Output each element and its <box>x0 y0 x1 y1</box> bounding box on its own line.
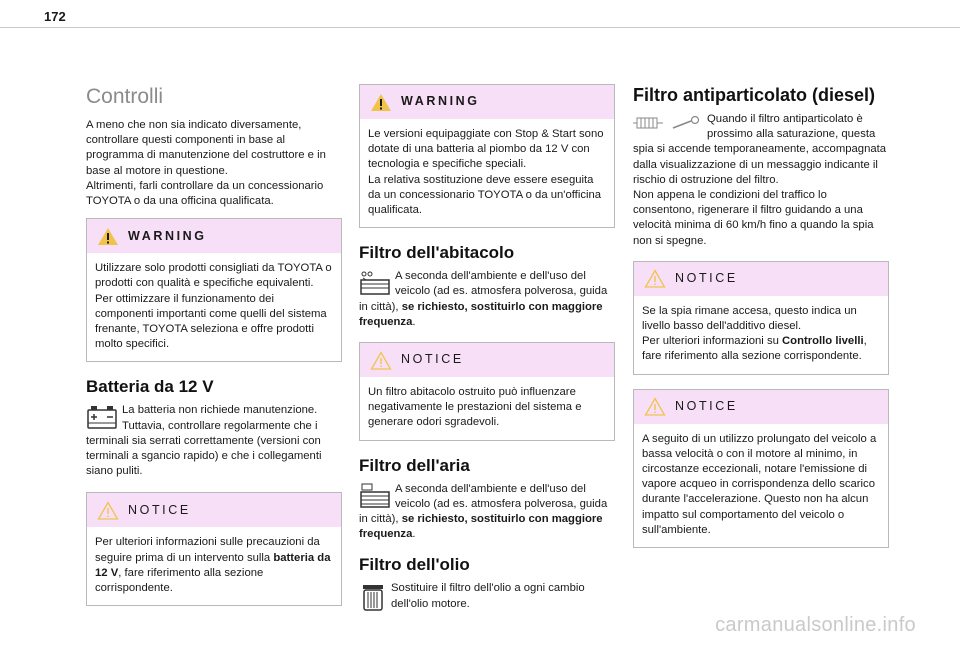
notice-triangle-icon <box>370 351 392 370</box>
notice-text-bold: batteria da 12 V <box>95 551 331 579</box>
header-divider <box>0 27 960 28</box>
oil-filter-text: Sostituire il filtro dell'olio a ogni cambio dell'olio motore. <box>391 582 585 610</box>
notice-header <box>360 343 614 377</box>
air-filter-text-bold: se richiesto, sostituirlo con maggiore frequenza <box>359 513 603 541</box>
page-title: Controlli <box>86 85 164 108</box>
indicator-icons <box>633 116 701 130</box>
warning-header <box>87 219 341 253</box>
warning-box <box>86 218 342 362</box>
notice-triangle-icon <box>644 269 666 288</box>
warning-triangle-icon <box>97 227 119 246</box>
cabin-filter-heading: Filtro dell'abitacolo <box>359 243 515 263</box>
additive-notice-box <box>633 261 889 375</box>
cabin-filter-text <box>359 270 607 328</box>
cabin-filter-text-bold: se richiesto, sostituirlo con maggiore frequenza <box>359 300 603 328</box>
column-2 <box>359 84 615 614</box>
particulate-filter-icon <box>633 116 663 130</box>
notice-text: Un filtro abitacolo ostruito può influenzare negativamente le prestazioni del sistema e generare odori sgradevoli. <box>368 386 582 429</box>
warning-triangle-icon <box>370 93 392 112</box>
cabin-notice-box <box>359 342 615 441</box>
cabin-filter-text-part: A seconda dell'ambiente e dell'uso del veicolo (ad es. atmosfera polverosa, guida in città), <box>359 270 608 313</box>
battery-icon <box>86 404 118 430</box>
wrench-icon <box>671 116 701 130</box>
battery-heading: Batteria da 12 V <box>86 377 214 397</box>
particulate-filter-text: Quando il filtro antiparticolato è prossimo alla saturazione, questa spia si accende temporaneamente, accompagnata dalla visualizzazione di un messaggio indicante il rischio di ostruzione del filtro. <box>633 113 887 186</box>
cabin-filter-text-end: . <box>412 315 416 328</box>
air-filter-paragraph <box>359 482 615 543</box>
warning-label: WARNING <box>128 228 207 243</box>
notice-text: Se la spia rimane accesa, questo indica un livello basso dell'additivo diesel. <box>642 304 857 333</box>
notice-text: A seguito di un utilizzo prolungato del veicolo a bassa velocità o con il motore al minimo, in circostanze eccezionali, notare l'emissione di vapore acqueo in corrispondenza dello scarico durante l'accelerazione. Questo non ha alcun impatto sul comportamento del veicolo o sull'ambiente. <box>642 432 877 536</box>
notice-text-part: Per ulteriori informazioni su <box>642 335 783 348</box>
notice-text <box>95 535 333 596</box>
column-3 <box>633 84 889 562</box>
cabin-filter-paragraph <box>359 269 615 330</box>
notice-text-bold: Controllo livelli <box>782 335 864 348</box>
warning-text: Le versioni equipaggiate con Stop & Start sono dotate di una batteria al piombo da 12 V con tecnologia e specifiche speciali. <box>368 128 604 171</box>
notice-header <box>634 390 888 424</box>
battery-text: La batteria non richiede manutenzione. Tuttavia, controllare regolarmente che i terminali sia serrati correttamente (versioni con terminali a sgancio rapido) e che i collegamenti siano puliti. <box>86 404 322 478</box>
notice-box <box>86 492 342 606</box>
notice-label: NOTICE <box>128 502 191 517</box>
vapour-notice-box <box>633 389 889 548</box>
notice-text-end: , fare riferimento alla sezione corrispondente. <box>642 335 867 363</box>
battery-paragraph <box>86 403 342 479</box>
air-filter-heading: Filtro dell'aria <box>359 455 470 475</box>
warning-text: Utilizzare solo prodotti consigliati da TOYOTA o prodotti con qualità e specifiche equivalenti. Per ottimizzare il funzionamento dei componenti importanti come quelli del sistema frenante, TOYOTA seleziona e offre prodotti molto specifici. <box>95 262 332 351</box>
notice-triangle-icon <box>644 397 666 416</box>
notice-text-2 <box>642 334 880 364</box>
notice-header <box>87 493 341 527</box>
cabin-filter-icon <box>359 270 391 296</box>
air-filter-text-end: . <box>412 528 416 541</box>
oil-filter-paragraph <box>359 581 615 614</box>
intro-paragraph: A meno che non sia indicato diversamente, controllare questi componenti in base al programma di manutenzione del costruttore e in base al motore in questione. <box>86 119 326 177</box>
notice-label: NOTICE <box>401 352 464 367</box>
warning-label: WARNING <box>401 94 480 109</box>
warning-header <box>360 85 614 119</box>
page-number: 172 <box>44 9 66 24</box>
notice-triangle-icon <box>97 501 119 520</box>
air-filter-text <box>359 483 607 541</box>
stop-start-warning-box <box>359 84 615 228</box>
particulate-filter-text-2: Non appena le condizioni del traffico lo consentono, rigenerare il filtro guidando a una velocità minima di 60 km/h fino a quando la spia non si spegne. <box>633 189 874 247</box>
air-filter-icon <box>359 483 391 509</box>
notice-label: NOTICE <box>675 399 738 414</box>
watermark: carmanualsonline.info <box>715 614 916 636</box>
particulate-filter-heading: Filtro antiparticolato (diesel) <box>633 85 876 105</box>
notice-label: NOTICE <box>675 271 738 286</box>
notice-text-part: Per ulteriori informazioni sulle precauzioni da seguire prima di un intervento sulla <box>95 536 320 564</box>
warning-text-2: La relativa sostituzione deve essere eseguita da un concessionario TOYOTA o da un'officina qualificata. <box>368 173 602 217</box>
air-filter-text-part: A seconda dell'ambiente e dell'uso del veicolo (ad es. atmosfera polverosa, guida in città), <box>359 482 608 526</box>
oil-filter-heading: Filtro dell'olio <box>359 555 470 575</box>
oil-filter-icon <box>359 582 387 614</box>
column-1 <box>86 84 342 620</box>
notice-text-end: , fare riferimento alla sezione corrispondente. <box>95 566 264 595</box>
intro-paragraph-2: Altrimenti, farli controllare da un concessionario TOYOTA o da una officina qualificata. <box>86 179 324 208</box>
notice-header <box>634 262 888 296</box>
particulate-filter-paragraph <box>633 112 889 188</box>
